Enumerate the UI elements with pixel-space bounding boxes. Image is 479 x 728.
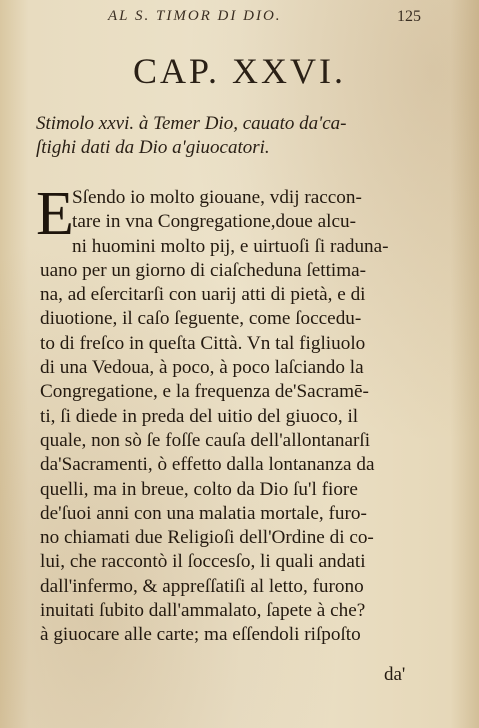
text-line: Congregatione, e la frequenza de'Sacramē- [40, 381, 369, 403]
text-line: à giuocare alle carte; ma eſſendoli riſpoſto [40, 624, 361, 646]
text-line: lui, che raccontò il ſoccesſo, li quali andati [40, 551, 366, 573]
chapter-title: CAP. XXVI. [132, 51, 347, 91]
text-line: quelli, ma in breue, colto da Dio ſu'l fiore [40, 478, 358, 500]
text-line: ti, ſi diede in preda del uitio del giuoco, il [40, 405, 359, 427]
running-head: AL S. TIMOR DI DIO. [108, 8, 282, 24]
text-line: ni huomini molto pij, e uirtuoſi ſi raduna- [72, 235, 389, 257]
text-line: uano per un giorno di ciaſcheduna ſettima- [40, 259, 367, 281]
text-line: diuotione, il caſo ſeguente, come ſoccedu- [40, 308, 362, 330]
text-line: na, ad eſercitarſi con uarij atti di pietà, e di [40, 284, 366, 306]
text-line: da'Sacramenti, ò effetto dalla lontananza da [40, 454, 375, 476]
subtitle-line: Stimolo xxvi. à Temer Dio, cauato da'ca- [36, 113, 347, 134]
text-line: inuitati ſubito dall'ammalato, ſapete à che? [40, 600, 366, 622]
drop-cap: E [36, 180, 74, 248]
text-line: tare in vna Congregatione,doue alcu- [72, 211, 356, 233]
page-number: 125 [397, 8, 421, 25]
chapter-subtitle [36, 112, 456, 160]
body-text [40, 186, 460, 648]
text-line: to di freſco in queſta Città. Vn tal figliuolo [40, 332, 366, 354]
text-line: Sſendo io molto giouane, vdij raccon- [72, 187, 362, 208]
text-line: di una Vedoua, à poco, à poco laſciando la [40, 357, 364, 379]
text-line: dall'infermo, & appreſſatiſi al letto, furono [40, 575, 364, 597]
subtitle-line: ſtighi dati da Dio a'giuocatori. [36, 137, 270, 158]
text-line: de'ſuoi anni con una malatia mortale, furo- [40, 502, 367, 524]
text-line: quale, non sò ſe foſſe cauſa dell'allontanarſi [40, 429, 371, 451]
catchword: da' [384, 664, 406, 685]
text-line: no chiamati due Religioſi dell'Ordine di co- [40, 527, 374, 549]
